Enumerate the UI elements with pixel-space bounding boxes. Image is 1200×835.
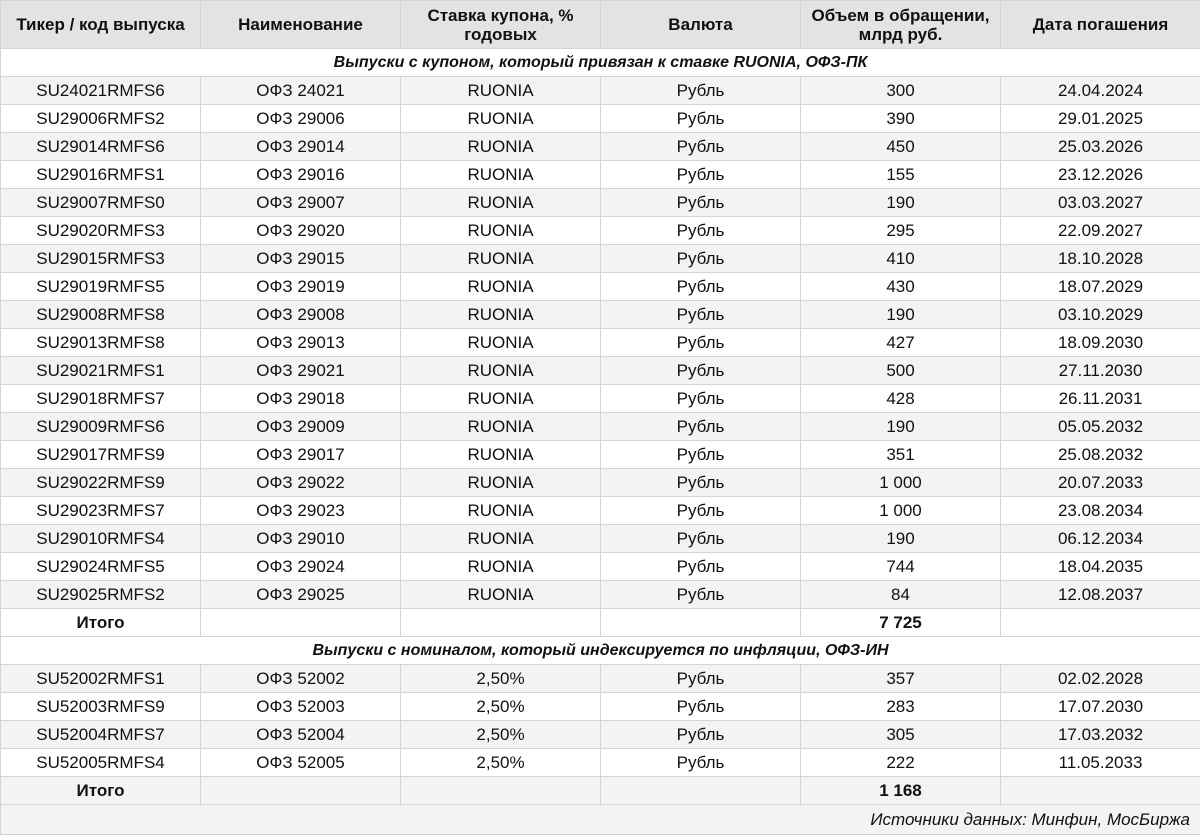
table-row: [1, 413, 1200, 441]
cell-ticker: SU29018RMFS7: [1, 385, 201, 413]
cell-name: ОФЗ 29021: [201, 357, 401, 385]
data-source-note: Источники данных: Минфин, МосБиржа: [1, 805, 1200, 835]
cell-currency: Рубль: [601, 329, 801, 357]
header-volume: Объем в обращении, млрд руб.: [801, 1, 1001, 49]
cell-ticker: SU29020RMFS3: [1, 217, 201, 245]
cell-volume: 450: [801, 133, 1001, 161]
total-empty-cell: [401, 777, 601, 805]
cell-coupon-rate: RUONIA: [401, 161, 601, 189]
cell-volume: 427: [801, 329, 1001, 357]
table-row: [1, 273, 1200, 301]
table-row: [1, 497, 1200, 525]
cell-maturity-date: 23.08.2034: [1001, 497, 1200, 525]
cell-volume: 295: [801, 217, 1001, 245]
cell-name: ОФЗ 29016: [201, 161, 401, 189]
cell-maturity-date: 03.10.2029: [1001, 301, 1200, 329]
cell-maturity-date: 18.09.2030: [1001, 329, 1200, 357]
table-row: [1, 581, 1200, 609]
section-title: Выпуски с купоном, который привязан к ставке RUONIA, ОФЗ-ПК: [1, 49, 1200, 77]
section-header-row: [1, 637, 1200, 665]
cell-maturity-date: 18.07.2029: [1001, 273, 1200, 301]
cell-coupon-rate: RUONIA: [401, 301, 601, 329]
cell-volume: 190: [801, 189, 1001, 217]
total-row: [1, 609, 1200, 637]
cell-ticker: SU29017RMFS9: [1, 441, 201, 469]
table-row: [1, 217, 1200, 245]
cell-maturity-date: 02.02.2028: [1001, 665, 1200, 693]
total-value: 1 168: [801, 777, 1001, 805]
table-row: [1, 105, 1200, 133]
cell-volume: 428: [801, 385, 1001, 413]
cell-volume: 305: [801, 721, 1001, 749]
cell-volume: 283: [801, 693, 1001, 721]
cell-currency: Рубль: [601, 721, 801, 749]
total-empty-cell: [401, 609, 601, 637]
cell-name: ОФЗ 29018: [201, 385, 401, 413]
cell-currency: Рубль: [601, 665, 801, 693]
cell-name: ОФЗ 29025: [201, 581, 401, 609]
cell-volume: 300: [801, 77, 1001, 105]
cell-volume: 84: [801, 581, 1001, 609]
cell-coupon-rate: 2,50%: [401, 665, 601, 693]
cell-currency: Рубль: [601, 105, 801, 133]
cell-name: ОФЗ 29007: [201, 189, 401, 217]
cell-maturity-date: 20.07.2033: [1001, 469, 1200, 497]
cell-maturity-date: 25.03.2026: [1001, 133, 1200, 161]
cell-volume: 744: [801, 553, 1001, 581]
cell-name: ОФЗ 29022: [201, 469, 401, 497]
cell-maturity-date: 05.05.2032: [1001, 413, 1200, 441]
cell-currency: Рубль: [601, 441, 801, 469]
cell-maturity-date: 17.07.2030: [1001, 693, 1200, 721]
cell-coupon-rate: 2,50%: [401, 749, 601, 777]
cell-currency: Рубль: [601, 217, 801, 245]
cell-ticker: SU29007RMFS0: [1, 189, 201, 217]
cell-coupon-rate: RUONIA: [401, 525, 601, 553]
table-row: [1, 245, 1200, 273]
cell-currency: Рубль: [601, 469, 801, 497]
cell-ticker: SU29008RMFS8: [1, 301, 201, 329]
table-row: [1, 301, 1200, 329]
cell-volume: 1 000: [801, 497, 1001, 525]
cell-ticker: SU29022RMFS9: [1, 469, 201, 497]
cell-coupon-rate: RUONIA: [401, 133, 601, 161]
cell-coupon-rate: 2,50%: [401, 721, 601, 749]
cell-maturity-date: 18.10.2028: [1001, 245, 1200, 273]
table-row: [1, 525, 1200, 553]
cell-name: ОФЗ 29006: [201, 105, 401, 133]
total-empty-cell: [1001, 777, 1200, 805]
cell-volume: 410: [801, 245, 1001, 273]
total-row: [1, 777, 1200, 805]
cell-name: ОФЗ 52005: [201, 749, 401, 777]
cell-coupon-rate: RUONIA: [401, 217, 601, 245]
header-maturity-date: Дата погашения: [1001, 1, 1200, 49]
cell-coupon-rate: RUONIA: [401, 105, 601, 133]
cell-name: ОФЗ 29008: [201, 301, 401, 329]
cell-coupon-rate: RUONIA: [401, 77, 601, 105]
cell-name: ОФЗ 29024: [201, 553, 401, 581]
table-row: [1, 749, 1200, 777]
cell-coupon-rate: RUONIA: [401, 357, 601, 385]
cell-ticker: SU52003RMFS9: [1, 693, 201, 721]
table-row: [1, 441, 1200, 469]
cell-ticker: SU29010RMFS4: [1, 525, 201, 553]
total-empty-cell: [601, 777, 801, 805]
header-coupon-rate: Ставка купона, % годовых: [401, 1, 601, 49]
cell-currency: Рубль: [601, 189, 801, 217]
table-row: [1, 77, 1200, 105]
cell-maturity-date: 22.09.2027: [1001, 217, 1200, 245]
cell-name: ОФЗ 29020: [201, 217, 401, 245]
cell-coupon-rate: RUONIA: [401, 581, 601, 609]
cell-maturity-date: 12.08.2037: [1001, 581, 1200, 609]
cell-volume: 190: [801, 301, 1001, 329]
cell-name: ОФЗ 24021: [201, 77, 401, 105]
cell-coupon-rate: RUONIA: [401, 441, 601, 469]
table-body: [1, 49, 1200, 835]
header-currency: Валюта: [601, 1, 801, 49]
cell-name: ОФЗ 29019: [201, 273, 401, 301]
cell-maturity-date: 03.03.2027: [1001, 189, 1200, 217]
cell-name: ОФЗ 29017: [201, 441, 401, 469]
cell-currency: Рубль: [601, 77, 801, 105]
cell-currency: Рубль: [601, 693, 801, 721]
cell-coupon-rate: RUONIA: [401, 189, 601, 217]
cell-currency: Рубль: [601, 497, 801, 525]
cell-ticker: SU24021RMFS6: [1, 77, 201, 105]
cell-maturity-date: 11.05.2033: [1001, 749, 1200, 777]
cell-coupon-rate: RUONIA: [401, 497, 601, 525]
table-row: [1, 469, 1200, 497]
cell-currency: Рубль: [601, 133, 801, 161]
cell-name: ОФЗ 29023: [201, 497, 401, 525]
cell-maturity-date: 17.03.2032: [1001, 721, 1200, 749]
cell-ticker: SU29013RMFS8: [1, 329, 201, 357]
table-row: [1, 385, 1200, 413]
cell-maturity-date: 18.04.2035: [1001, 553, 1200, 581]
cell-currency: Рубль: [601, 385, 801, 413]
cell-maturity-date: 26.11.2031: [1001, 385, 1200, 413]
cell-ticker: SU29024RMFS5: [1, 553, 201, 581]
cell-currency: Рубль: [601, 413, 801, 441]
cell-currency: Рубль: [601, 553, 801, 581]
total-empty-cell: [601, 609, 801, 637]
cell-name: ОФЗ 52002: [201, 665, 401, 693]
table-row: [1, 189, 1200, 217]
cell-name: ОФЗ 52003: [201, 693, 401, 721]
table-row: [1, 357, 1200, 385]
cell-ticker: SU29016RMFS1: [1, 161, 201, 189]
cell-ticker: SU29006RMFS2: [1, 105, 201, 133]
total-value: 7 725: [801, 609, 1001, 637]
cell-maturity-date: 29.01.2025: [1001, 105, 1200, 133]
total-label: Итого: [1, 777, 201, 805]
cell-currency: Рубль: [601, 525, 801, 553]
cell-ticker: SU29021RMFS1: [1, 357, 201, 385]
total-label: Итого: [1, 609, 201, 637]
table-row: [1, 553, 1200, 581]
cell-currency: Рубль: [601, 357, 801, 385]
cell-volume: 357: [801, 665, 1001, 693]
table-row: [1, 133, 1200, 161]
cell-ticker: SU29023RMFS7: [1, 497, 201, 525]
cell-ticker: SU29019RMFS5: [1, 273, 201, 301]
cell-coupon-rate: RUONIA: [401, 553, 601, 581]
cell-ticker: SU29025RMFS2: [1, 581, 201, 609]
header-ticker: Тикер / код выпуска: [1, 1, 201, 49]
cell-volume: 222: [801, 749, 1001, 777]
cell-maturity-date: 27.11.2030: [1001, 357, 1200, 385]
cell-volume: 430: [801, 273, 1001, 301]
cell-maturity-date: 25.08.2032: [1001, 441, 1200, 469]
cell-currency: Рубль: [601, 161, 801, 189]
total-empty-cell: [1001, 609, 1200, 637]
header-name: Наименование: [201, 1, 401, 49]
cell-name: ОФЗ 29015: [201, 245, 401, 273]
cell-volume: 390: [801, 105, 1001, 133]
cell-coupon-rate: RUONIA: [401, 413, 601, 441]
cell-coupon-rate: 2,50%: [401, 693, 601, 721]
cell-ticker: SU29014RMFS6: [1, 133, 201, 161]
table-row: [1, 665, 1200, 693]
cell-volume: 500: [801, 357, 1001, 385]
table-row: [1, 329, 1200, 357]
cell-volume: 190: [801, 525, 1001, 553]
cell-maturity-date: 24.04.2024: [1001, 77, 1200, 105]
total-empty-cell: [201, 609, 401, 637]
cell-volume: 155: [801, 161, 1001, 189]
table-header: [1, 1, 1200, 49]
cell-currency: Рубль: [601, 245, 801, 273]
cell-volume: 190: [801, 413, 1001, 441]
section-title: Выпуски с номиналом, который индексируется по инфляции, ОФЗ-ИН: [1, 637, 1200, 665]
cell-currency: Рубль: [601, 581, 801, 609]
cell-coupon-rate: RUONIA: [401, 329, 601, 357]
cell-ticker: SU52004RMFS7: [1, 721, 201, 749]
section-header-row: [1, 49, 1200, 77]
table-row: [1, 693, 1200, 721]
cell-ticker: SU29015RMFS3: [1, 245, 201, 273]
cell-coupon-rate: RUONIA: [401, 273, 601, 301]
total-empty-cell: [201, 777, 401, 805]
cell-coupon-rate: RUONIA: [401, 469, 601, 497]
cell-ticker: SU52002RMFS1: [1, 665, 201, 693]
cell-coupon-rate: RUONIA: [401, 385, 601, 413]
cell-volume: 351: [801, 441, 1001, 469]
cell-name: ОФЗ 29010: [201, 525, 401, 553]
table-row: [1, 161, 1200, 189]
cell-currency: Рубль: [601, 749, 801, 777]
cell-name: ОФЗ 29014: [201, 133, 401, 161]
cell-currency: Рубль: [601, 273, 801, 301]
table-row: [1, 721, 1200, 749]
cell-ticker: SU29009RMFS6: [1, 413, 201, 441]
cell-maturity-date: 23.12.2026: [1001, 161, 1200, 189]
cell-name: ОФЗ 29009: [201, 413, 401, 441]
cell-volume: 1 000: [801, 469, 1001, 497]
cell-currency: Рубль: [601, 301, 801, 329]
cell-ticker: SU52005RMFS4: [1, 749, 201, 777]
cell-name: ОФЗ 29013: [201, 329, 401, 357]
source-row: [1, 805, 1200, 835]
cell-maturity-date: 06.12.2034: [1001, 525, 1200, 553]
cell-coupon-rate: RUONIA: [401, 245, 601, 273]
cell-name: ОФЗ 52004: [201, 721, 401, 749]
